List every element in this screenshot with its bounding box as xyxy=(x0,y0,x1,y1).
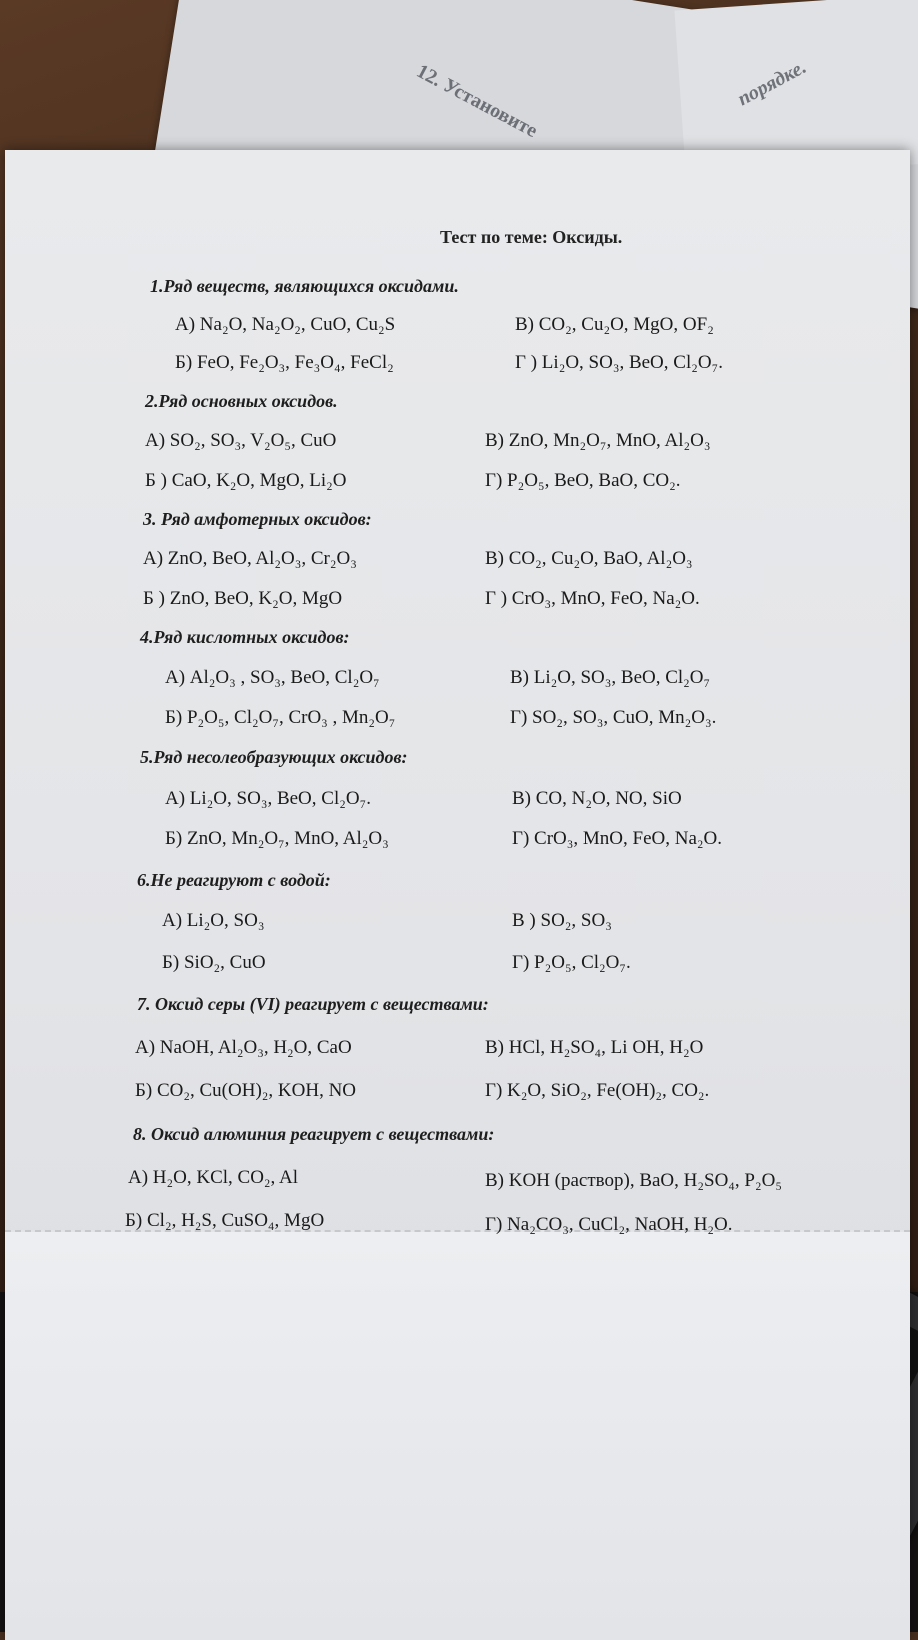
question-7-option-g: Г) K₂O, SiO₂, Fe(OH)₂, CO₂. xyxy=(485,1080,710,1101)
question-4-option-g: Г) SO₂, SO₃, CuO, Mn₂O₃. xyxy=(510,707,717,728)
question-1-option-v: В) CO₂, Cu₂O, MgO, OF₂ xyxy=(515,314,714,335)
question-8-option-g: Г) Na₂CO₃, CuCl₂, NaOH, H₂O. xyxy=(485,1214,733,1235)
question-4-option-b: Б) P₂O₅, Cl₂O₇, CrO₃ , Mn₂O₇ xyxy=(165,707,396,728)
question-1-option-a: А) Na₂O, Na₂O₂, CuO, Cu₂S xyxy=(175,314,396,335)
question-4-option-a: А) Al₂O₃ , SO₃, BeO, Cl₂O₇ xyxy=(165,667,380,688)
question-7-title: 7. Оксид серы (VI) реагирует с веществами: xyxy=(137,994,489,1014)
question-8-option-v: В) KOH (раствор), BaO, H₂SO₄, P₂O₅ xyxy=(485,1170,782,1191)
question-5-option-b: Б) ZnO, Mn₂O₇, MnO, Al₂O₃ xyxy=(165,828,389,849)
question-3-option-b: Б ) ZnO, BeO, K₂O, MgO xyxy=(143,588,343,609)
question-5-option-a: А) Li₂O, SO₃, BeO, Cl₂O₇. xyxy=(165,788,371,809)
question-4-option-v: В) Li₂O, SO₃, BeO, Cl₂O₇ xyxy=(510,667,711,688)
question-8-option-a: А) H₂O, KCl, CO₂, Al xyxy=(128,1167,299,1188)
background-paper-text-left: 12. Установите xyxy=(412,60,542,143)
sheet-lower-part xyxy=(5,1230,910,1640)
question-1-option-g: Г ) Li₂O, SO₃, BeO, Cl₂O₇. xyxy=(515,352,723,373)
question-8-option-b: Б) Cl₂, H₂S, CuSO₄, MgO xyxy=(125,1210,325,1231)
question-7-option-v: В) HCl, H₂SO₄, Li OH, H₂O xyxy=(485,1037,704,1058)
question-2-option-b: Б ) CaO, K₂O, MgO, Li₂O xyxy=(145,470,347,491)
question-2-title: 2.Ряд основных оксидов. xyxy=(145,391,338,411)
question-6-option-g: Г) P₂O₅, Cl₂O₇. xyxy=(512,952,631,973)
question-2-option-g: Г) P₂O₅, BeO, BaO, CO₂. xyxy=(485,470,681,491)
question-2-option-a: А) SO₂, SO₃, V₂O₅, CuO xyxy=(145,430,337,451)
test-sheet xyxy=(5,150,910,1640)
question-4-title: 4.Ряд кислотных оксидов: xyxy=(140,627,350,647)
question-3-option-a: А) ZnO, BeO, Al₂O₃, Cr₂O₃ xyxy=(143,548,357,569)
question-2-option-v: В) ZnO, Mn₂O₇, MnO, Al₂O₃ xyxy=(485,430,711,451)
question-3-title: 3. Ряд амфотерных оксидов: xyxy=(143,509,372,529)
question-8-title: 8. Оксид алюминия реагирует с веществами: xyxy=(133,1124,495,1144)
question-6-option-b: Б) SiO₂, CuO xyxy=(162,952,266,973)
background-paper-text-right: порядке. xyxy=(733,55,811,111)
question-5-option-v: В) CO, N₂O, NO, SiO xyxy=(512,788,682,809)
question-7-option-b: Б) CO₂, Cu(OH)₂, KOH, NO xyxy=(135,1080,357,1101)
question-6-title: 6.Не реагируют с водой: xyxy=(137,870,331,890)
question-1-option-b: Б) FeO, Fe₂O₃, Fe₃O₄, FeCl₂ xyxy=(175,352,394,373)
question-5-title: 5.Ряд несолеобразующих оксидов: xyxy=(140,747,408,767)
question-1-title: 1.Ряд веществ, являющихся оксидами. xyxy=(150,276,459,296)
question-6-option-a: А) Li₂O, SO₃ xyxy=(162,910,265,931)
question-3-option-g: Г ) CrO₃, MnO, FeO, Na₂O. xyxy=(485,588,700,609)
question-7-option-a: А) NaOH, Al₂O₃, H₂O, CaO xyxy=(135,1037,352,1058)
test-title: Тест по теме: Оксиды. xyxy=(440,227,623,247)
question-6-option-v: В ) SO₂, SO₃ xyxy=(512,910,612,931)
question-5-option-g: Г) CrO₃, MnO, FeO, Na₂O. xyxy=(512,828,722,849)
question-3-option-v: В) CO₂, Cu₂O, BaO, Al₂O₃ xyxy=(485,548,693,569)
